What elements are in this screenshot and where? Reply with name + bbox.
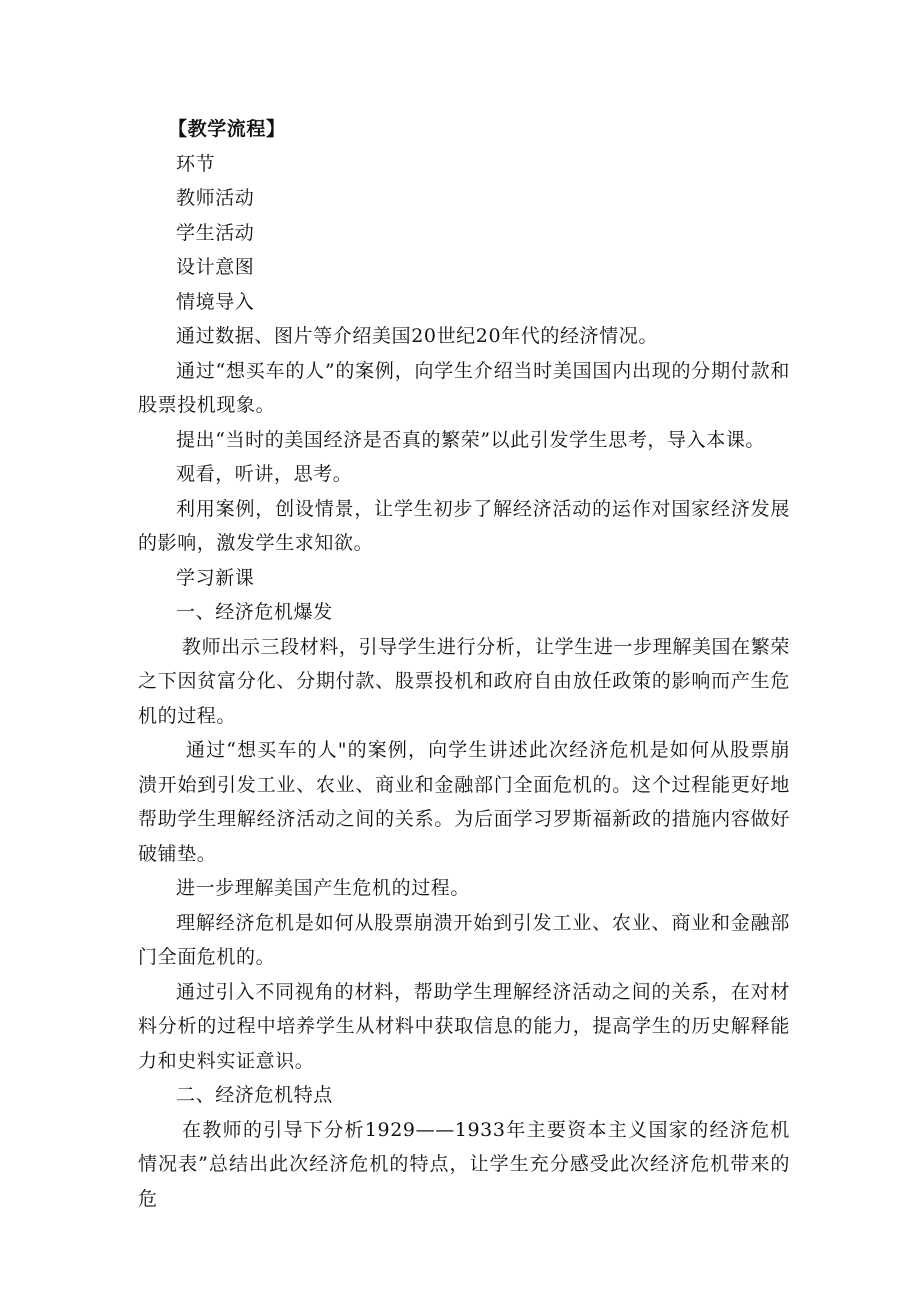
table-cell-teacher-activity: 教师活动 (176, 187, 255, 209)
section-heading-teaching-process: 【教学流程】 (168, 118, 286, 140)
table-cell-student-activity: 学生活动 (176, 221, 255, 244)
document-body (138, 112, 790, 1216)
paragraph: 在教师的引导下分析1929——1933年主要资本主义国家的经济危机情况表”总结出此次经济危机的特点，让学生充分感受此次经济危机带来的危 (138, 1118, 790, 1210)
table-cell-scenario-intro: 情境导入 (176, 290, 255, 313)
paragraph: 观看，听讲，思考。 (176, 463, 353, 485)
subheading-crisis-outbreak: 一、经济危机爆发 (176, 601, 333, 623)
paragraph: 进一步理解美国产生危机的过程。 (176, 877, 471, 899)
paragraph: 通过引入不同视角的材料，帮助学生理解经济活动之间的关系，在对材料分析的过程中培养学生从材料中获取信息的能力，提高学生的历史解释能力和史料实证意识。 (138, 980, 790, 1072)
paragraph: 通过数据、图片等介绍美国20世纪20年代的经济情况。 (176, 325, 658, 347)
table-cell-design-intent: 设计意图 (176, 256, 255, 278)
paragraph: 通过“想买车的人”的案例，向学生介绍当时美国国内出现的分期付款和股票投机现象。 (138, 359, 790, 416)
paragraph: 提出“当时的美国经济是否真的繁荣”以此引发学生思考，导入本课。 (176, 428, 766, 451)
paragraph: 理解经济危机是如何从股票崩溃开始到引发工业、农业、商业和金融部门全面危机的。 (138, 911, 790, 968)
paragraph: 利用案例，创设情景，让学生初步了解经济活动的运作对国家经济发展的影响，激发学生求知欲。 (138, 497, 790, 554)
table-cell-stage: 环节 (176, 152, 216, 175)
table-cell-new-lesson: 学习新课 (176, 566, 255, 589)
subheading-crisis-features: 二、经济危机特点 (176, 1084, 333, 1106)
paragraph: 通过“想买车的人"的案例，向学生讲述此次经济危机是如何从股票崩溃开始到引发工业、农业、商业和金融部门全面危机的。这个过程能更好地帮助学生理解经济活动之间的关系。为后面学习罗斯福新政的措施内容做好破铺垫。 (138, 739, 790, 865)
paragraph: 教师出示三段材料，引导学生进行分析，让学生进一步理解美国在繁荣之下因贫富分化、分期付款、股票投机和政府自由放任政策的影响而产生危机的过程。 (138, 635, 790, 727)
